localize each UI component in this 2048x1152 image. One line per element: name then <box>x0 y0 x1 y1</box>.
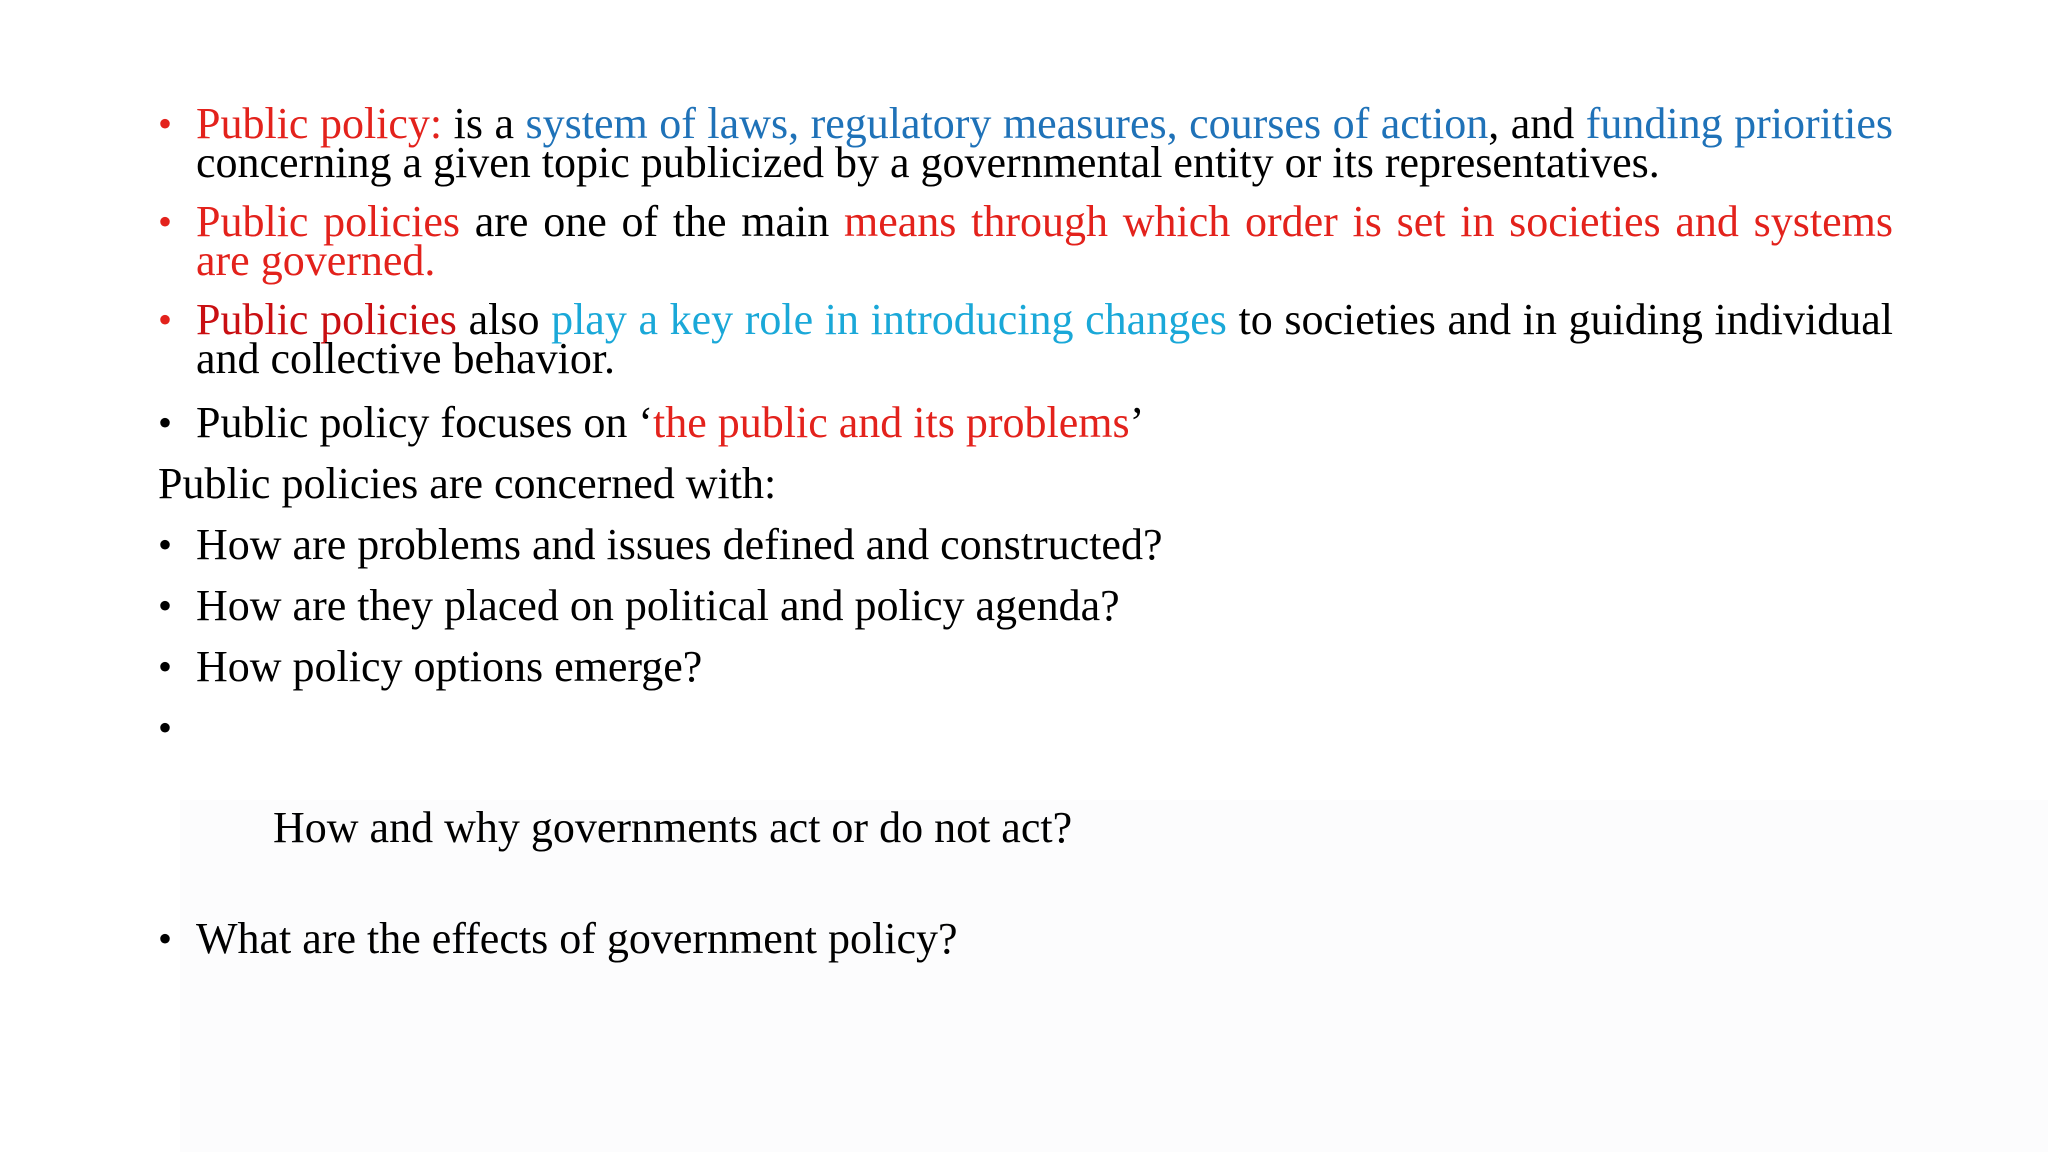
bullet-icon: • <box>158 400 173 445</box>
item-segment: is a <box>442 99 526 148</box>
question-item <box>158 703 1893 903</box>
bullet-icon: • <box>158 522 173 567</box>
bullet-item-focus <box>158 398 1893 448</box>
item-segment: Public policy: <box>196 99 443 148</box>
bullet-item-definition <box>158 99 1894 187</box>
item-segment: Public policy focuses on ‘ <box>196 398 654 447</box>
question-item <box>158 914 1893 964</box>
item-segment: ’ <box>1129 398 1145 447</box>
item-segment: are one of the main <box>460 197 844 246</box>
item-segment: funding priorities <box>1585 99 1894 148</box>
question-text: What are the effects of government policy? <box>196 914 958 963</box>
bullet-icon: • <box>158 297 173 342</box>
item-segment: the public and its problems <box>653 398 1130 447</box>
question-item <box>158 581 1893 631</box>
item-segment: Public policies <box>196 197 461 246</box>
item-segment: also <box>456 295 552 344</box>
question-text: How and why governments act or do not act? <box>262 803 1073 852</box>
slide-content <box>158 99 1894 975</box>
question-text: How are they placed on political and policy agenda? <box>196 581 1120 630</box>
bullet-icon: • <box>158 101 173 146</box>
item-segment: means through which order is set in societies and systems are governed. <box>196 197 1893 285</box>
question-item <box>158 642 1893 692</box>
item-segment: to societies and in guiding individual and collective behavior. <box>196 295 1893 383</box>
bullet-icon: • <box>158 916 173 961</box>
bullet-item-changes <box>158 295 1893 383</box>
item-segment: system of laws, regulatory measures, courses of action <box>525 99 1489 148</box>
item-segment: , and <box>1488 99 1586 148</box>
bullet-icon: • <box>158 583 173 628</box>
concerns-heading: Public policies are concerned with: <box>158 459 777 508</box>
question-text: How are problems and issues defined and constructed? <box>196 520 1163 569</box>
item-segment: Public policies <box>196 295 457 344</box>
question-item <box>158 520 1893 570</box>
item-segment: concerning a given topic publicized by a governmental entity or its representatives. <box>196 138 1660 187</box>
question-text: How policy options emerge? <box>196 642 703 691</box>
bullet-item-means <box>158 197 1893 285</box>
bullet-icon: • <box>158 199 173 244</box>
item-segment: play a key role in introducing changes <box>551 295 1227 344</box>
bullet-icon: • <box>158 644 173 689</box>
bullet-icon: • <box>158 705 173 750</box>
